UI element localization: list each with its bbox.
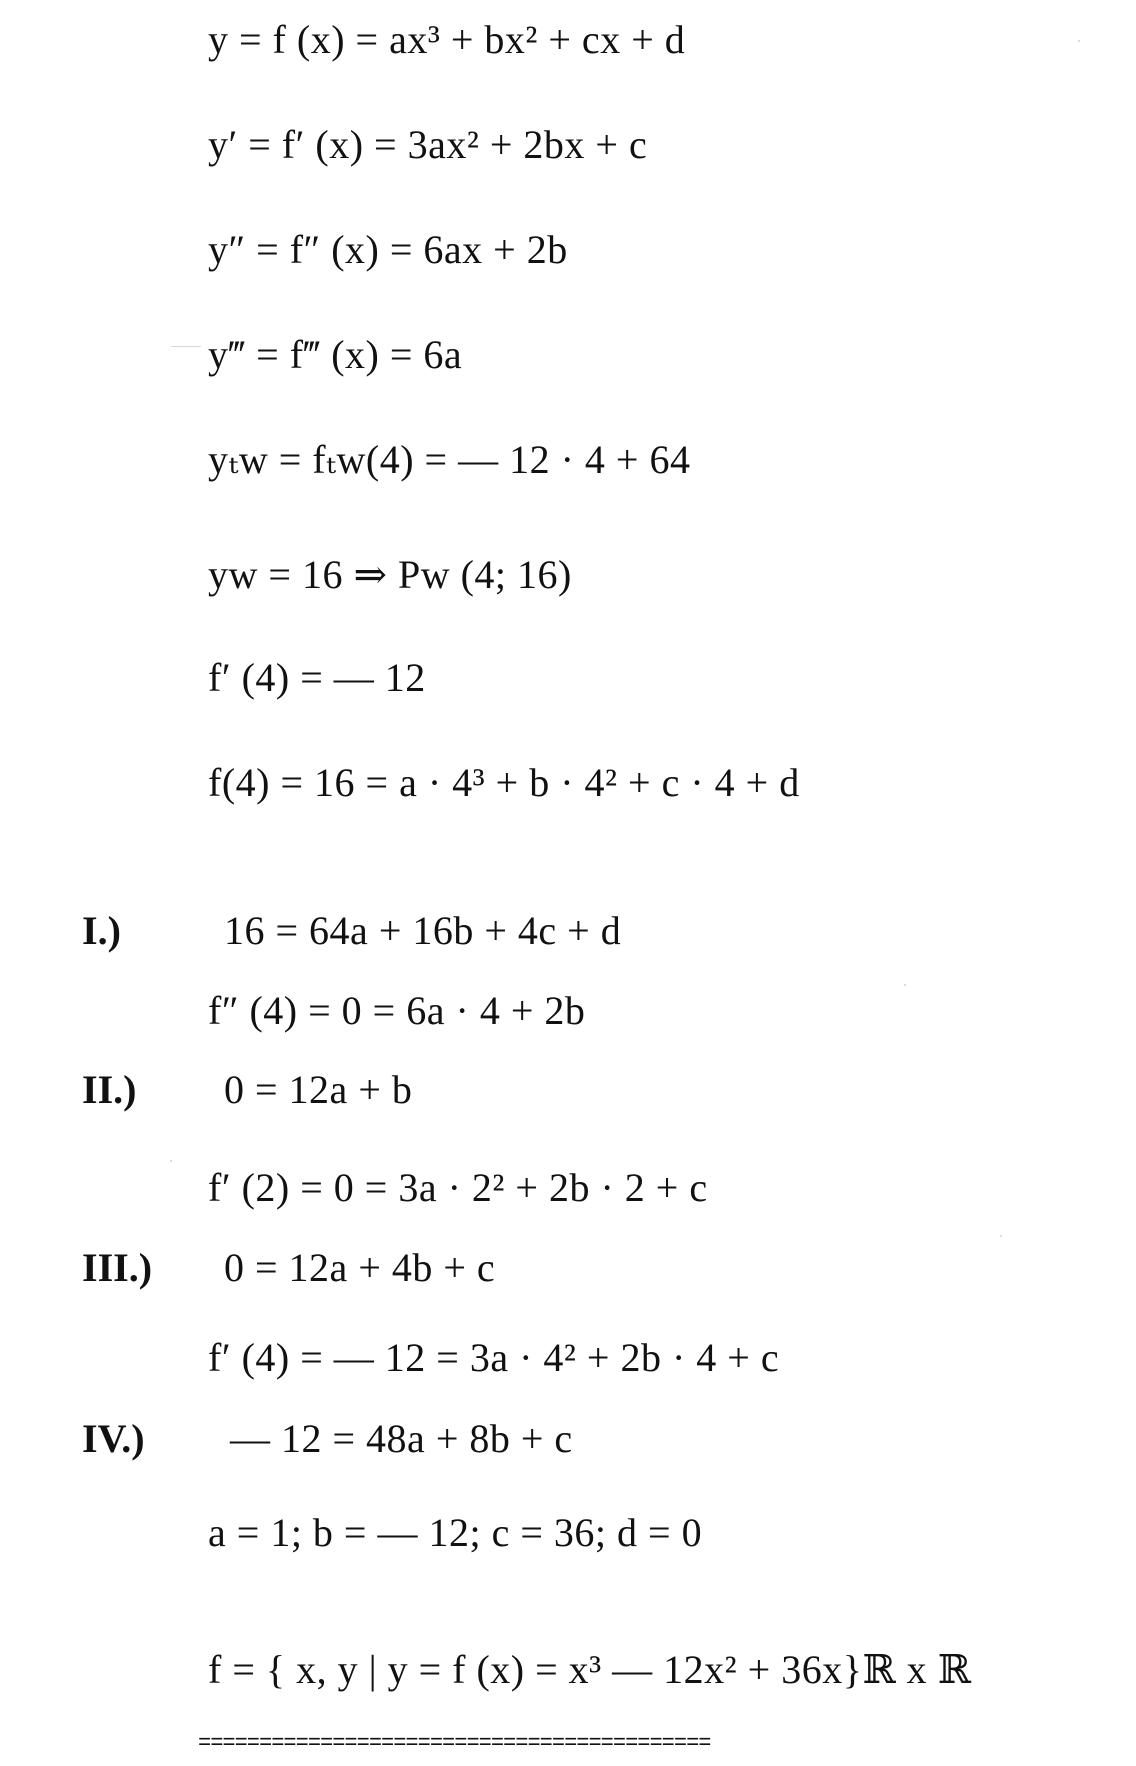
equation-line (0, 545, 1136, 605)
equation-line (0, 753, 1136, 813)
equation-label: IV.) (82, 1416, 145, 1461)
equation-line (0, 1328, 1136, 1388)
equation-line (0, 1640, 1136, 1700)
equation-line (0, 901, 1136, 961)
scan-speck (904, 984, 906, 986)
equation-label: I.) (82, 908, 121, 953)
double-underline-rule: ========================================== (198, 1736, 711, 1752)
equation-line (0, 1060, 1136, 1120)
equation-line (0, 10, 1136, 70)
equation-text: 16 = 64a + 16b + 4c + d (224, 908, 622, 953)
equation-text: y = f (x) = ax³ + bx² + cx + d (208, 17, 686, 62)
equation-label: II.) (82, 1067, 137, 1112)
equation-line (0, 220, 1136, 280)
equation-text: f′ (4) = — 12 = 3a · 4² + 2b · 4 + c (208, 1335, 780, 1380)
equation-text: 0 = 12a + b (224, 1067, 413, 1112)
equation-line (0, 1503, 1136, 1563)
equation-text: f = { x, y | y = f (x) = x³ — 12x² + 36x}ℝ x ℝ (208, 1647, 972, 1692)
equation-text: a = 1; b = — 12; c = 36; d = 0 (208, 1510, 703, 1555)
equation-text: yw = 16 ⇒ Pw (4; 16) (208, 552, 572, 597)
scan-speck (1000, 1235, 1002, 1237)
equation-line (0, 115, 1136, 175)
scan-speck (170, 1160, 172, 1162)
equation-line (0, 1409, 1136, 1469)
equation-text: f′ (2) = 0 = 3a · 2² + 2b · 2 + c (208, 1165, 708, 1210)
equation-text: 0 = 12a + 4b + c (224, 1245, 496, 1290)
equation-line (0, 430, 1136, 490)
equation-text: y′ = f′ (x) = 3ax² + 2bx + c (208, 122, 648, 167)
scan-speck (171, 346, 201, 347)
equation-text: — 12 = 48a + 8b + c (230, 1416, 573, 1461)
equation-text: y‴ = f‴ (x) = 6a (208, 332, 463, 377)
equation-text: f′ (4) = — 12 (208, 655, 426, 700)
equation-line (0, 648, 1136, 708)
equation-text: f″ (4) = 0 = 6a · 4 + 2b (208, 988, 586, 1033)
equation-line (0, 1238, 1136, 1298)
equation-label: III.) (82, 1245, 153, 1290)
equation-text: y″ = f″ (x) = 6ax + 2b (208, 227, 568, 272)
scan-speck (1078, 40, 1080, 42)
equation-line (0, 981, 1136, 1041)
equation-text: f(4) = 16 = a · 4³ + b · 4² + c · 4 + d (208, 760, 800, 805)
equation-line (0, 325, 1136, 385)
equation-text: yₜw = fₜw(4) = — 12 · 4 + 64 (208, 437, 691, 482)
equation-line (0, 1158, 1136, 1218)
